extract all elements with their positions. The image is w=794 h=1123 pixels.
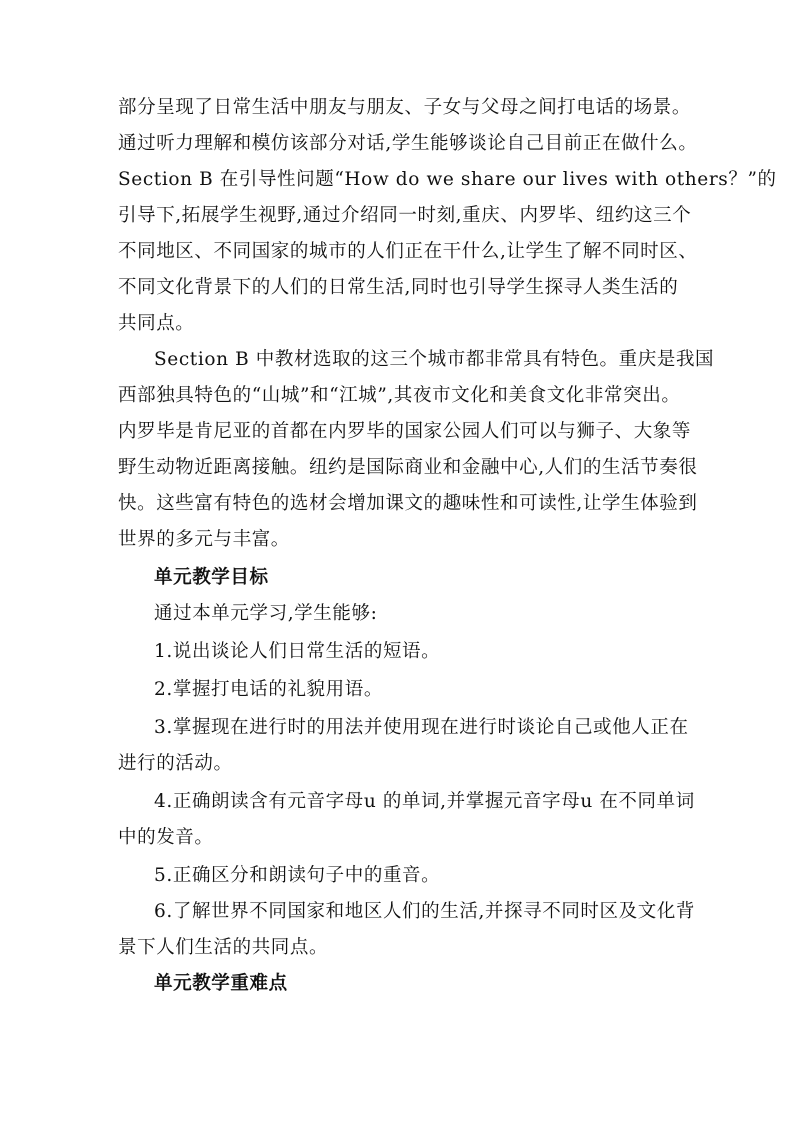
list-item-continuation: 景下人们生活的共同点。	[118, 937, 329, 958]
paragraph-line: 内罗毕是肯尼亚的首都在内罗毕的国家公园人们可以与狮子、大象等	[118, 421, 692, 442]
paragraph-line: 不同文化背景下的人们的日常生活,同时也引导学生探寻人类生活的	[118, 277, 679, 298]
paragraph-line: 通过听力理解和模仿该部分对话,学生能够谈论自己目前正在做什么。	[118, 133, 698, 154]
list-item: 4.正确朗读含有元音字母u 的单词,并掌握元音字母u 在不同单词	[154, 791, 695, 812]
paragraph-line: 不同地区、不同国家的城市的人们正在干什么,让学生了解不同时区、	[118, 241, 698, 262]
paragraph-line: 引导下,拓展学生视野,通过介绍同一时刻,重庆、内罗毕、纽约这三个	[118, 205, 692, 226]
list-item: 6.了解世界不同国家和地区人们的生活,并探寻不同时区及文化背	[154, 901, 696, 922]
list-item: 5.正确区分和朗读句子中的重音。	[154, 865, 441, 886]
paragraph-line: Section B 中教材选取的这三个城市都非常具有特色。重庆是我国	[154, 349, 715, 370]
paragraph-line: 野生动物近距离接触。纽约是国际商业和金融中心,人们的生活节奏很	[118, 457, 698, 478]
paragraph-line: 通过本单元学习,学生能够:	[154, 603, 378, 624]
paragraph-line: 世界的多元与丰富。	[118, 529, 290, 550]
section-heading-key-points: 单元教学重难点	[154, 973, 288, 994]
paragraph-line: 快。这些富有特色的选材会增加课文的趣味性和可读性,让学生体验到	[118, 493, 698, 514]
section-heading-objectives: 单元教学目标	[154, 567, 269, 588]
list-item: 1.说出谈论人们日常生活的短语。	[154, 641, 441, 662]
list-item: 2.掌握打电话的礼貌用语。	[154, 679, 383, 700]
list-item-continuation: 中的发音。	[118, 827, 214, 848]
paragraph-line: Section B 在引导性问题“How do we share our lives with others？”的	[118, 169, 777, 190]
paragraph-line: 西部独具特色的“山城”和“江城”,其夜市文化和美食文化非常突出。	[118, 385, 681, 406]
list-item-continuation: 进行的活动。	[118, 753, 233, 774]
list-item: 3.掌握现在进行时的用法并使用现在进行时谈论自己或他人正在	[154, 717, 689, 738]
paragraph-line: 部分呈现了日常生活中朋友与朋友、子女与父母之间打电话的场景。	[118, 97, 692, 118]
paragraph-line: 共同点。	[118, 313, 195, 334]
